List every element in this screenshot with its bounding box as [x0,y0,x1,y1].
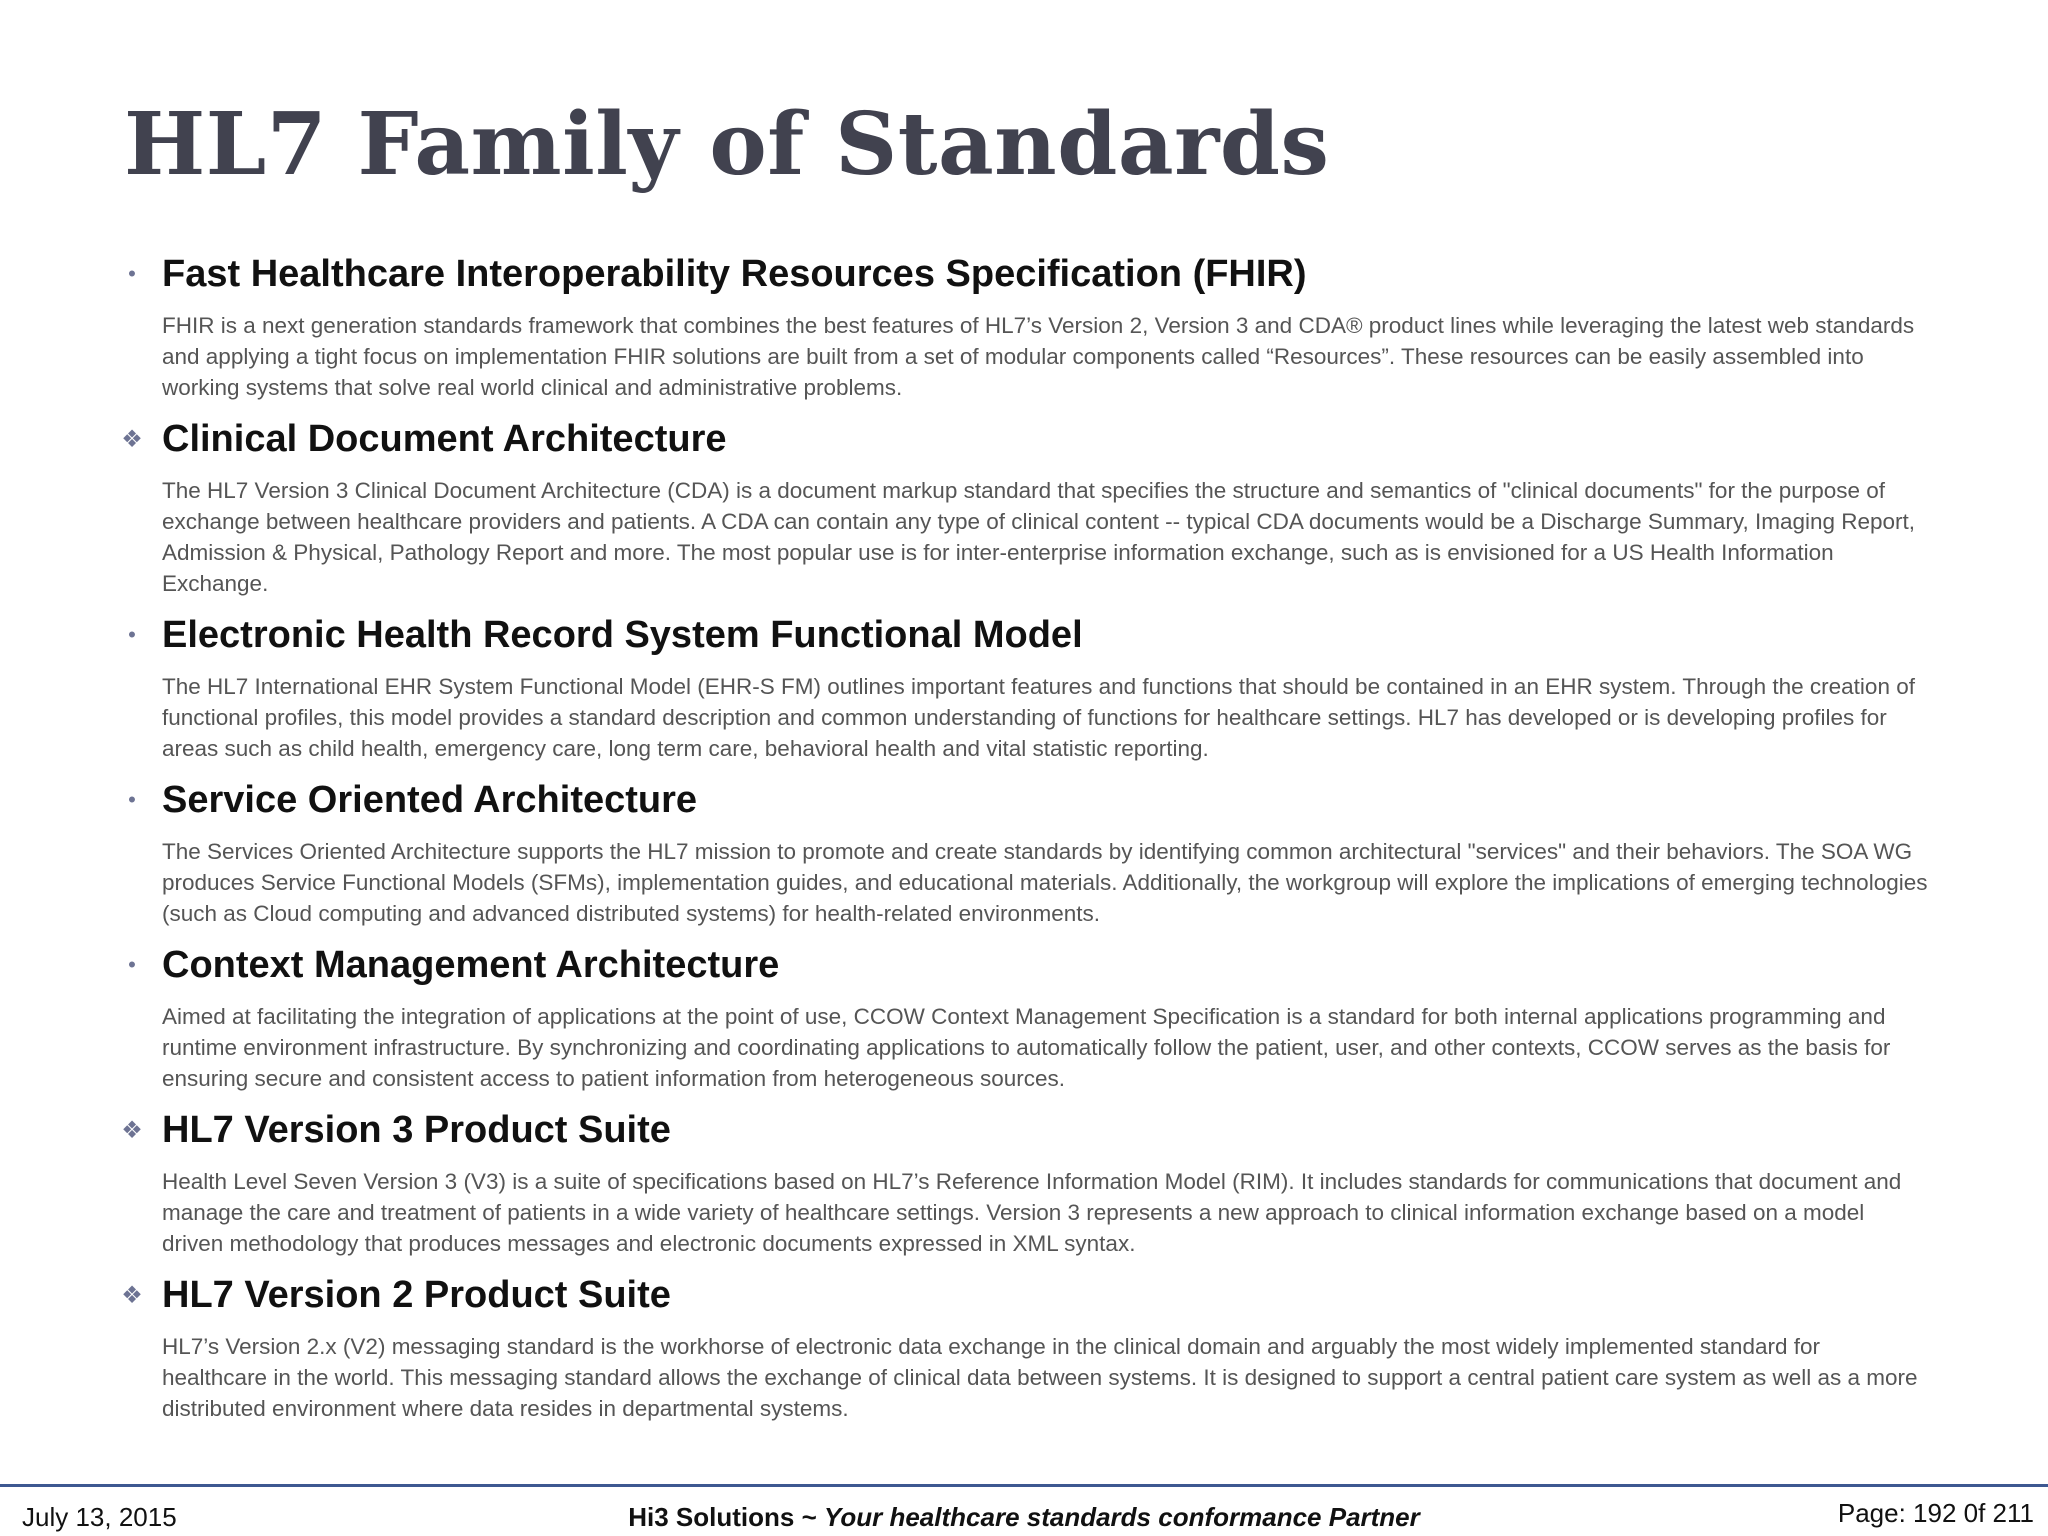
section-description: Health Level Seven Version 3 (V3) is a suite of specifications based on HL7’s Reference Information Model (RIM). It includes standards for communications that document and manage the care and treatment of patients in a wide variety of healthcare settings. Version 3 represents a new approach to clinical information exchange based on a model driven methodology that produces messages and electronic documents expressed in XML syntax. [162,1169,1902,1256]
footer-page-number: Page: 192 0f 211 [1837,1498,2034,1528]
section-description: The HL7 Version 3 Clinical Document Architecture (CDA) is a document markup standard that specifies the structure and semantics of "clinical documents" for the purpose of exchange between healthcare providers and patients. A CDA can contain any type of clinical content -- typical CDA documents would be a Discharge Summary, Imaging Report, Admission & Physical, Pathology Report and more. The most popular use is for inter-enterprise information exchange, such as is envisioned for a US Health Information Exchange. [162,478,1916,596]
section-v3 [0,1106,2048,1259]
section-heading: Context Management Architecture [162,944,780,986]
section-heading: Fast Healthcare Interoperability Resources Specification (FHIR) [162,253,1307,295]
footer-tagline: Your healthcare standards conformance Partner [823,1502,1420,1532]
section-description: HL7’s Version 2.x (V2) messaging standard is the workhorse of electronic data exchange in the clinical domain and arguably the most widely implemented standard for healthcare in the world. This messaging standard allows the exchange of clinical data between systems. It is designed to support a central patient care system as well as a more distributed environment where data resides in departmental systems. [162,1334,1918,1421]
standards-list [0,250,2048,1424]
footer-branding [0,1502,2048,1532]
section-description: The HL7 International EHR System Functional Model (EHR-S FM) outlines important features and functions that should be contained in an EHR system. Through the creation of functional profiles, this model provides a standard description and common understanding of functions for healthcare settings. HL7 has developed or is developing profiles for areas such as child health, emergency care, long term care, behavioral health and vital statistic reporting. [162,674,1915,761]
section-cda [0,415,2048,599]
section-heading: Clinical Document Architecture [162,418,727,460]
dot-bullet-icon: • [128,787,136,812]
section-heading: Electronic Health Record System Functional Model [162,614,1083,656]
section-description: The Services Oriented Architecture supports the HL7 mission to promote and create standards by identifying common architectural "services" and their behaviors. The SOA WG produces Service Functional Models (SFMs), implementation guides, and educational materials. Additionally, the workgroup will explore the implications of emerging technologies (such as Cloud computing and advanced distributed systems) for health-related environments. [162,839,1928,926]
footer-company: Hi3 Solutions ~ [628,1502,824,1532]
section-ccow [0,941,2048,1094]
dot-bullet-icon: • [128,952,136,977]
diamond-bullet-icon: ❖ [121,1282,143,1309]
footer-date: July 13, 2015 [22,1502,177,1532]
dot-bullet-icon: • [128,622,136,647]
section-description: FHIR is a next generation standards framework that combines the best features of HL7’s Version 2, Version 3 and CDA® product lines while leveraging the latest web standards and applying a tight focus on implementation FHIR solutions are built from a set of modular components called “Resources”. These resources can be easily assembled into working systems that solve real world clinical and administrative problems. [162,313,1915,400]
diamond-bullet-icon: ❖ [121,1117,143,1144]
section-fhir [0,250,2048,403]
footer-divider [0,1484,2048,1487]
dot-bullet-icon: • [128,261,136,286]
diamond-bullet-icon: ❖ [121,426,143,453]
slide-title: HL7 Family of Standards [124,94,1330,195]
section-v2 [0,1271,2048,1424]
section-soa [0,776,2048,929]
section-description: Aimed at facilitating the integration of applications at the point of use, CCOW Context Management Specification is a standard for both internal applications programming and runtime environment infrastructure. By synchronizing and coordinating applications to automatically follow the patient, user, and other contexts, CCOW serves as the basis for ensuring secure and consistent access to patient information from heterogeneous sources. [162,1004,1891,1091]
section-heading: HL7 Version 3 Product Suite [162,1109,671,1151]
section-heading: Service Oriented Architecture [162,779,698,821]
section-ehr-fm [0,611,2048,764]
section-heading: HL7 Version 2 Product Suite [162,1274,671,1316]
